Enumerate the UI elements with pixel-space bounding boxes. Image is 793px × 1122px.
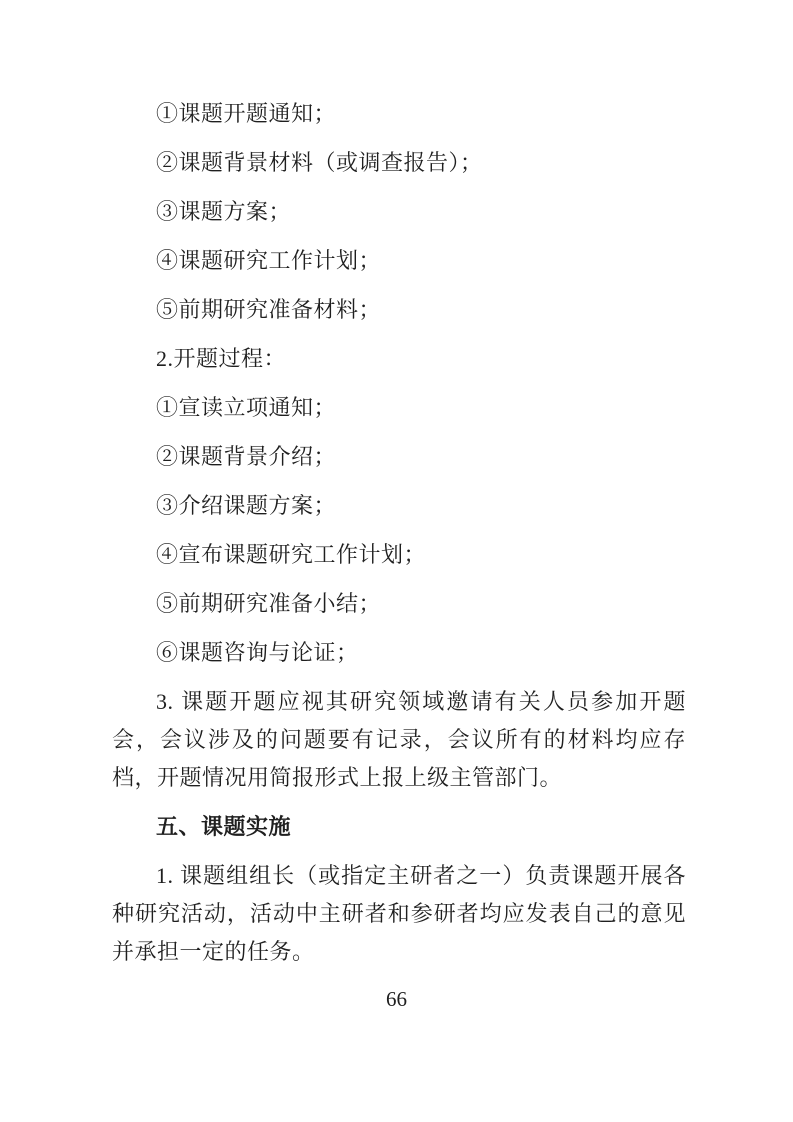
paragraph: 2.开题过程：	[156, 346, 287, 371]
paragraph: ②课题背景介绍；	[156, 444, 337, 469]
paragraph: ⑤前期研究准备材料；	[156, 297, 382, 322]
paragraph: ③介绍课题方案；	[156, 493, 337, 518]
page-number: 66	[386, 987, 407, 1011]
paragraph: ①课题开题通知；	[156, 101, 337, 126]
section-heading: 五、课题实施	[156, 814, 292, 839]
paragraph: ②课题背景材料（或调查报告）；	[156, 150, 483, 175]
paragraph: ①宣读立项通知；	[156, 395, 337, 420]
paragraph: 3. 课题开题应视其研究领域邀请有关人员参加开题会，会议涉及的问题要有记录，会议所有的材料均应存档，开题情况用简报形式上报上级主管部门。	[112, 689, 686, 790]
document-body	[112, 95, 686, 982]
paragraph: 1. 课题组组长（或指定主研者之一）负责课题开展各种研究活动，活动中主研者和参研者均应发表自己的意见并承担一定的任务。	[112, 863, 686, 964]
paragraph: ⑥课题咨询与论证；	[156, 640, 359, 665]
paragraph: ④课题研究工作计划；	[156, 248, 382, 273]
paragraph: ⑤前期研究准备小结；	[156, 591, 382, 616]
paragraph: ③课题方案；	[156, 199, 292, 224]
paragraph: ④宣布课题研究工作计划；	[156, 542, 427, 567]
